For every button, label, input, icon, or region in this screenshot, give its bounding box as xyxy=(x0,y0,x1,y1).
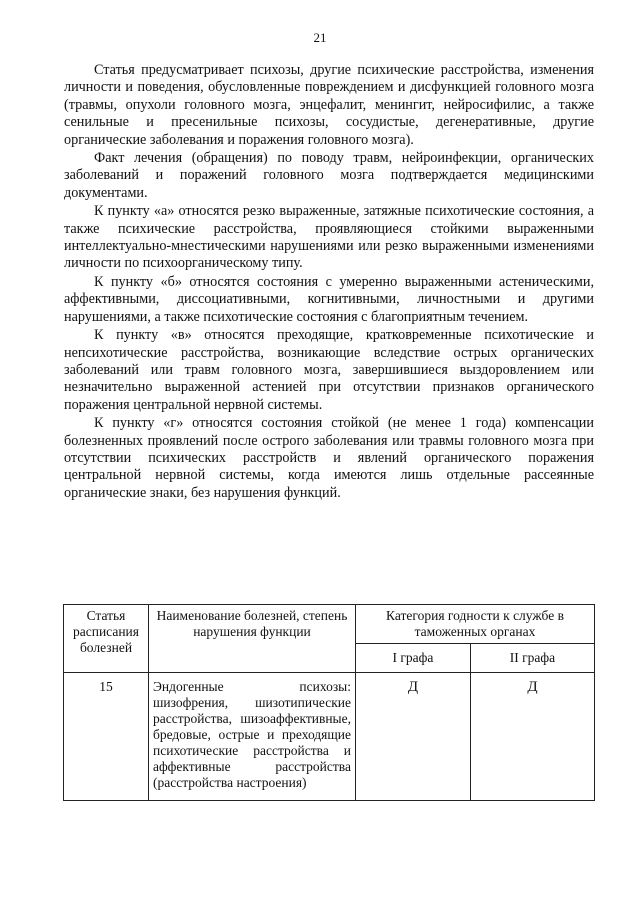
disease-name: Эндогенные психозы: шизофрения, шизотипические расстройства, шизоаффективные, бредовые, острые и преходящие психотические расстройства и аффективные расстройства (расстройства настроения) xyxy=(149,673,356,801)
table-row xyxy=(64,673,595,801)
disease-schedule-table xyxy=(63,604,595,801)
paragraph-article-scope: Статья предусматривает психозы, другие психические расстройства, изменения личности и поведения, обусловленные повреждением и дисфункцией головного мозга (травмы, опухоли головного мозга, энцефалит, менингит, нейросифилис, а также сенильные и пресенильные психозы, сосудистые, дегенеративные, другие органические заболевания и поражения головного мозга). xyxy=(64,62,594,148)
article-number: 15 xyxy=(64,673,149,801)
category-column-2: Д xyxy=(470,673,594,801)
header-column-1: I графа xyxy=(356,644,471,673)
header-disease-name: Наименование болезней, степень нарушения функции xyxy=(149,605,356,673)
category-column-1: Д xyxy=(356,673,471,801)
paragraph-item-a: К пункту «а» относятся резко выраженные, затяжные психотические состояния, а также психические расстройства, проявляющиеся стойкими выраженными интеллектуально-мнестическими нарушениями или резко выраженными изменениями личности по психоорганическому типу. xyxy=(64,203,594,272)
page-number: 21 xyxy=(313,30,327,45)
header-article: Статья расписания болезней xyxy=(64,605,149,673)
header-fitness-category: Категория годности к службе в таможенных органах xyxy=(356,605,595,644)
table-header-row xyxy=(64,605,595,644)
paragraph-treatment-fact: Факт лечения (обращения) по поводу травм, нейроинфекции, органических заболеваний и поражений головного мозга подтверждается медицинскими документами. xyxy=(64,150,594,201)
paragraph-item-v: К пункту «в» относятся преходящие, кратковременные психотические и непсихотические расстройства, возникающие вследствие острых органических заболеваний или травм головного мозга, завершившиеся выздоровлением или незначительно выраженной астенией при отсутствии признаков органического поражения центральной нервной системы. xyxy=(64,327,594,413)
paragraph-item-b: К пункту «б» относятся состояния с умеренно выраженными астеническими, аффективными, диссоциативными, когнитивными, личностными и другими нарушениями, а также психотические состояния с благоприятным течением. xyxy=(64,273,594,325)
paragraph-item-g: К пункту «г» относятся состояния стойкой (не менее 1 года) компенсации болезненных проявлений после острого заболевания или травмы головного мозга при отсутствии психических расстройств и явлений органического поражения центральной нервной системы, когда имеются лишь отдельные рассеянные органические знаки, без нарушения функций. xyxy=(64,415,594,501)
body-text xyxy=(64,62,594,503)
header-column-2: II графа xyxy=(470,644,594,673)
